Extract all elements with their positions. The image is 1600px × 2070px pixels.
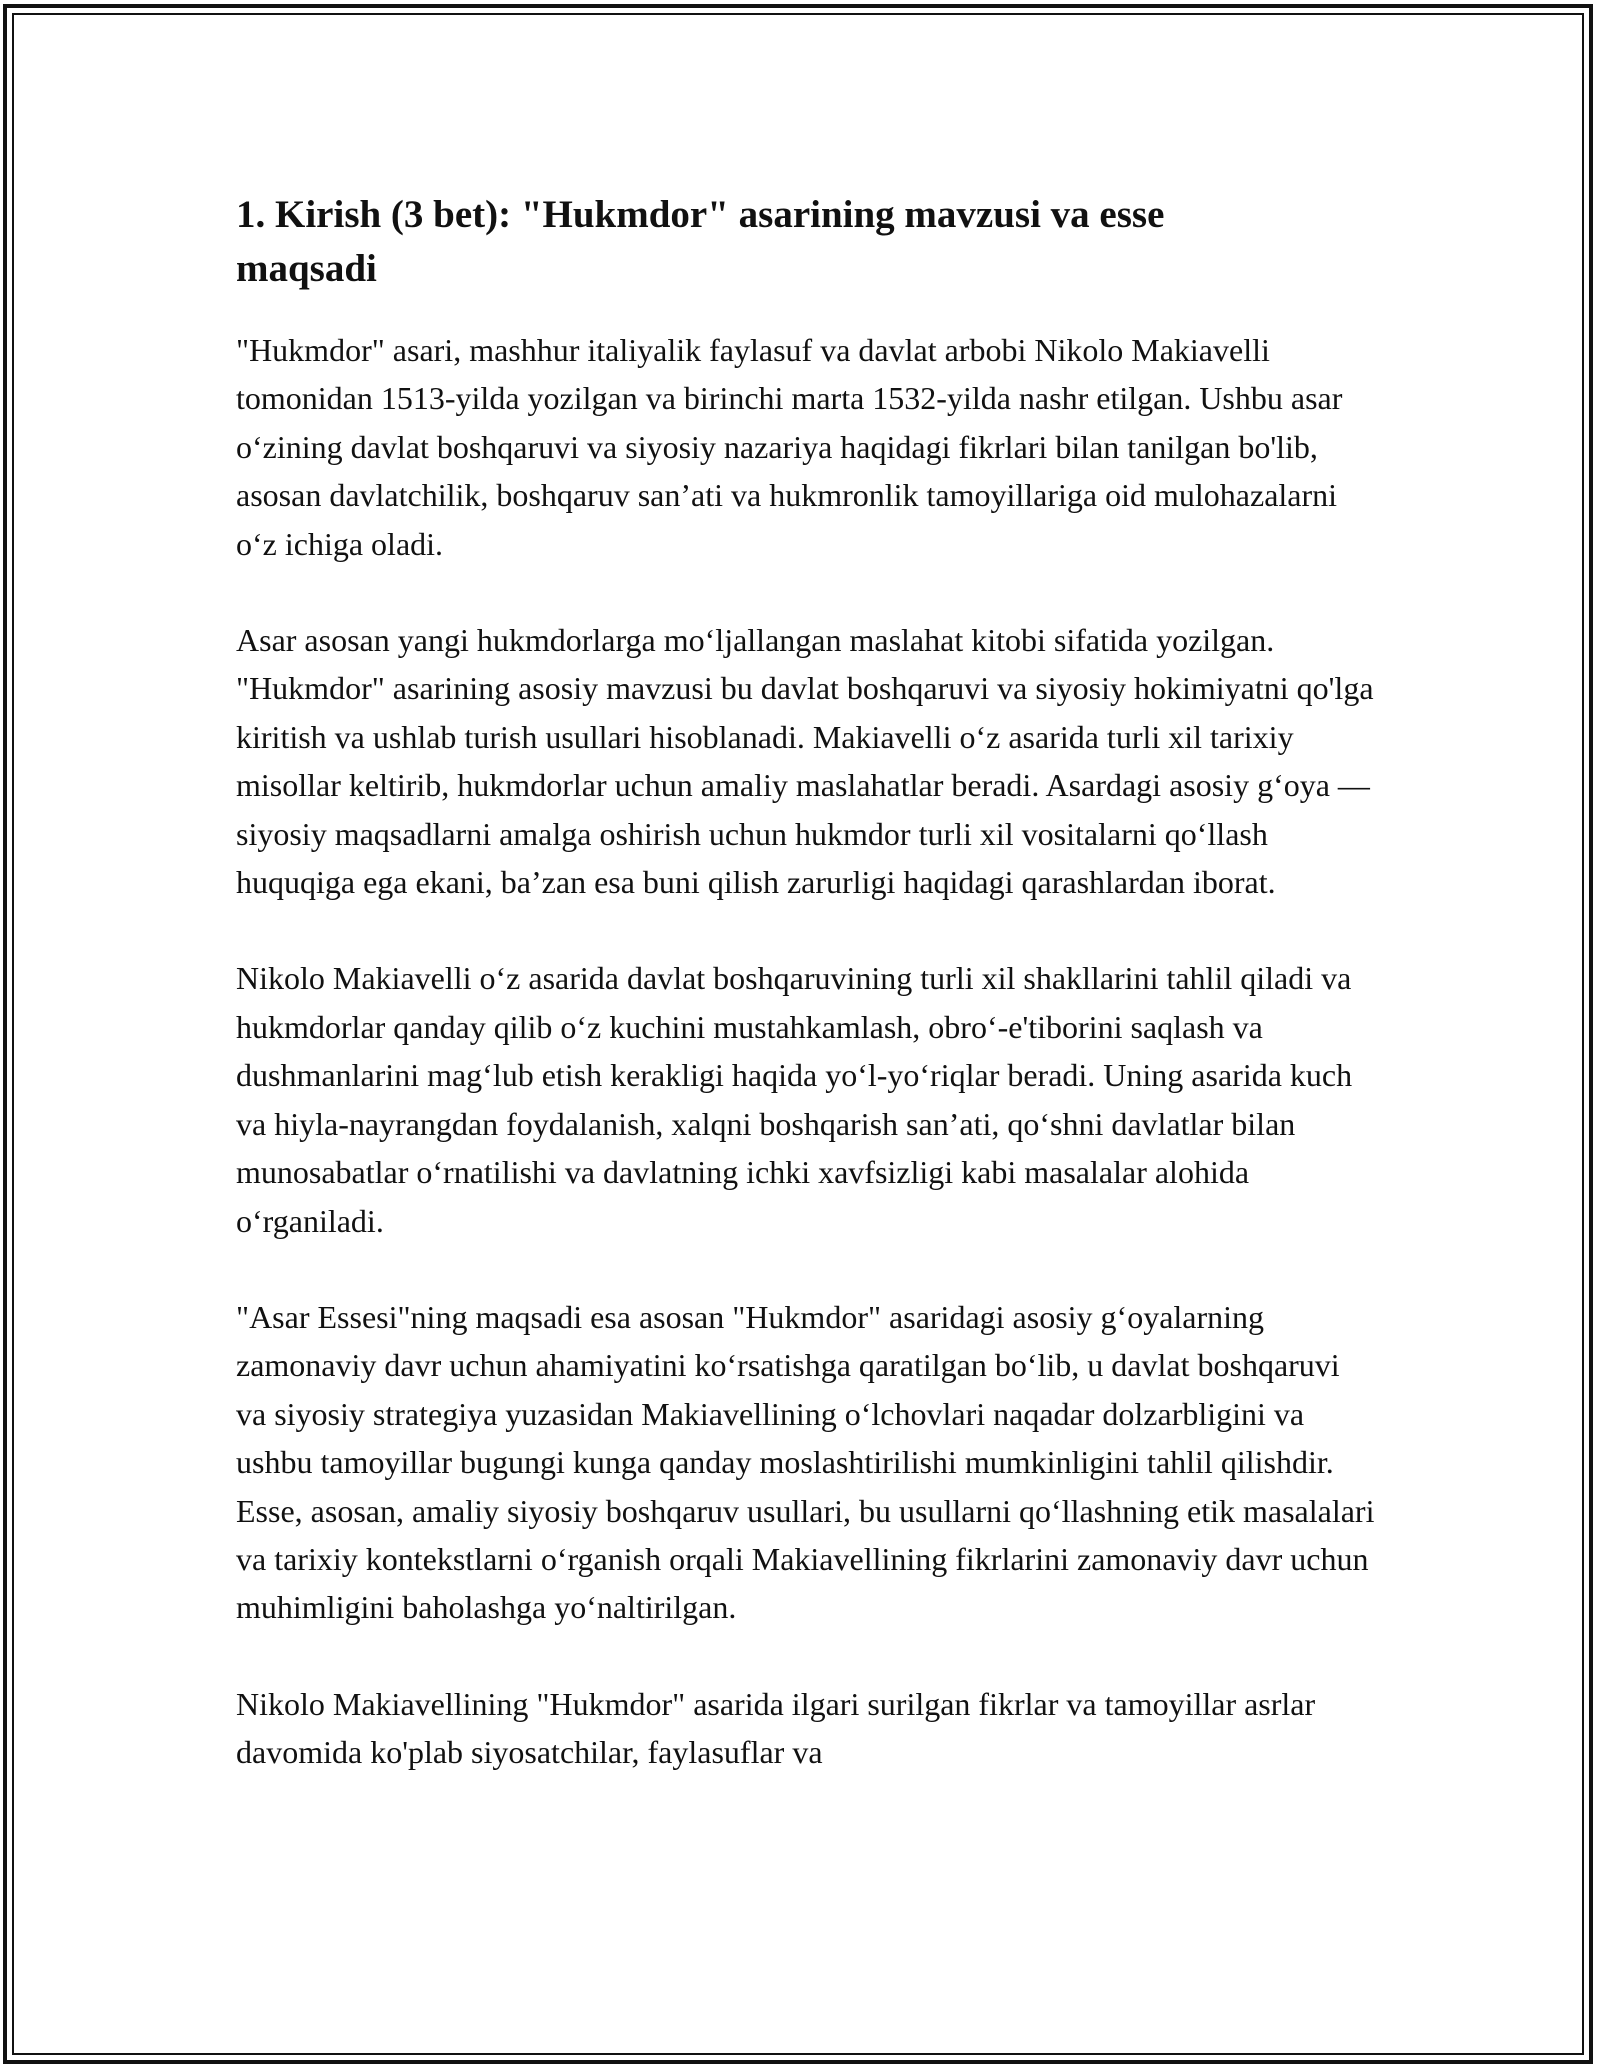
document-body [236, 188, 1376, 1825]
paragraph-2: Asar asosan yangi hukmdorlarga mo‘ljallangan maslahat kitobi sifatida yozilgan. "Hukmdor" asarining asosiy mavzusi bu davlat boshqaruvi va siyosiy hokimiyatni qo'lga kiritish va ushlab turish usullari hisoblanadi. Makiavelli o‘z asarida turli xil tarixiy misollar keltirib, hukmdorlar uchun amaliy maslahatlar beradi. Asardagi asosiy g‘oya — siyosiy maqsadlarni amalga oshirish uchun hukmdor turli xil vositalarni qo‘llash huquqiga ega ekani, ba’zan esa buni qilish zarurligi haqidagi qarashlardan iborat. [236, 622, 1374, 901]
section-heading: 1. Kirish (3 bet): "Hukmdor" asarining mavzusi va esse maqsadi [236, 193, 1165, 290]
paragraph-5: Nikolo Makiavellining "Hukmdor" asarida ilgari surilgan fikrlar va tamoyillar asrlar davomida ko'plab siyosatchilar, faylasuflar va [236, 1685, 1316, 1771]
paragraph-3: Nikolo Makiavelli o‘z asarida davlat boshqaruvining turli xil shakllarini tahlil qiladi va hukmdorlar qanday qilib o‘z kuchini mustahkamlash, obro‘-e'tiborini saqlash va dushmanlarini mag‘lub etish kerakligi haqida yo‘l-yo‘riqlar beradi. Uning asarida kuch va hiyla-nayrangdan foydalanish, xalqni boshqarish san’ati, qo‘shni davlatlar bilan munosabatlar o‘rnatilishi va davlatning ichki xavfsizligi kabi masalalar alohida o‘rganiladi. [236, 960, 1353, 1239]
paragraph-4: "Asar Essesi"ning maqsadi esa asosan "Hukmdor" asaridagi asosiy g‘oyalarning zamonaviy davr uchun ahamiyatini ko‘rsatishga qaratilgan bo‘lib, u davlat boshqaruvi va siyosiy strategiya yuzasidan Makiavellining o‘lchovlari naqadar dolzarbligini va ushbu tamoyillar bugungi kunga qanday moslashtirilishi mumkinligini tahlil qilishdir. Esse, asosan, amaliy siyosiy boshqaruv usullari, bu usullarni qo‘llashning etik masalalari va tarixiy kontekstlarni o‘rganish orqali Makiavellining fikrlarini zamonaviy davr uchun muhimligini baholashga yo‘naltirilgan. [236, 1298, 1375, 1626]
paragraph-1: "Hukmdor" asari, mashhur italiyalik faylasuf va davlat arbobi Nikolo Makiavelli tomonidan 1513-yilda yozilgan va birinchi marta 1532-yilda nashr etilgan. Ushbu asar o‘zining davlat boshqaruvi va siyosiy nazariya haqidagi fikrlari bilan tanilgan bo'lib, asosan davlatchilik, boshqaruv san’ati va hukmronlik tamoyillariga oid mulohazalarni o‘z ichiga oladi. [236, 332, 1343, 562]
